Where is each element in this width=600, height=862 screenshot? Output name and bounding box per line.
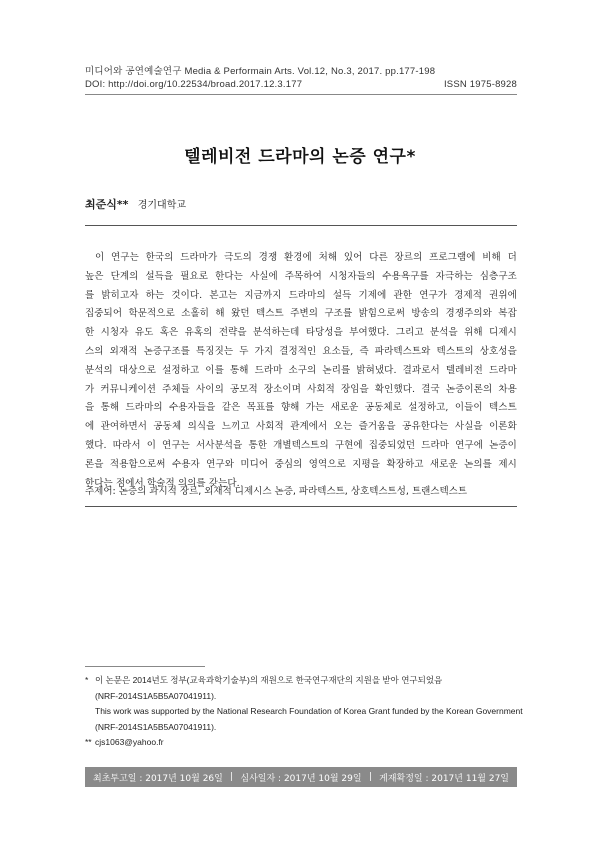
submission-dates-bar <box>85 767 517 787</box>
doi-issn-row <box>85 79 517 90</box>
accepted-date: 게재확정일 : 2017년 11월 27일 <box>379 773 509 784</box>
abstract-line: 가 커뮤니케이션 주체들 사이의 공모적 장소이며 사회적 장임을 확인했다. 결국 논증이론의 차용 <box>85 383 517 395</box>
footnote-divider <box>85 666 205 667</box>
date-separator: | <box>368 772 372 782</box>
abstract-line: 한 시청자 유도 혹은 유혹의 전략을 분석하는데 타당성을 부여했다. 그리고 분석을 위해 디제시 <box>85 327 517 339</box>
abstract-line: 집중되어 학문적으로 소홀히 해 왔던 텍스트 주변의 구조를 밝힘으로써 방송의 경쟁주의와 복잡 <box>85 308 517 320</box>
author-name: 최준식** <box>85 198 129 211</box>
author-affiliation: 경기대학교 <box>137 200 187 211</box>
footnote-mark: * <box>85 675 89 685</box>
header-divider <box>85 94 517 95</box>
abstract-line: 를 밝히고자 하는 것이다. 본고는 지금까지 드라마의 설득 기제에 관한 연구가 경제적 권위에 <box>85 289 517 301</box>
paper-title: 텔레비전 드라마의 논증 연구* <box>184 147 416 167</box>
issn: ISSN 1975-8928 <box>443 79 517 90</box>
author-divider <box>85 225 517 226</box>
footnote-text: 이 논문은 2014년도 정부(교육과학기술부)의 재원으로 한국연구재단의 지원을 받아 연구되었음 <box>95 675 443 685</box>
received-date: 최초투고일 : 2017년 10월 26일 <box>93 773 223 784</box>
journal-header: 미디어와 공연예술연구 Media & Performain Arts. Vol.12, No.3, 2017. pp.177-198 <box>85 66 436 77</box>
footnote-email <box>85 735 525 751</box>
abstract-line: 이 연구는 한국의 드라마가 극도의 경쟁 환경에 처해 있어 다른 장르의 프로그램에 비해 더 <box>95 252 517 263</box>
author-email[interactable]: cjs1063@yahoo.fr <box>95 737 164 747</box>
doi-link[interactable]: DOI: http://doi.org/10.22534/broad.2017.12.3.177 <box>85 79 303 90</box>
footnote-text: (NRF-2014S1A5B5A07041911). <box>95 690 217 701</box>
abstract-line: 을 통해 드라마의 수용자들을 같은 목표를 향해 가는 새로운 공동체로 설정하고, 이들이 텍스트 <box>85 402 517 414</box>
footnotes <box>85 673 525 751</box>
abstract-line: 에 관여하면서 공동체 의식을 느끼고 사회적 관계에서 오는 즐거움을 공유한다는 사실을 이론화 <box>85 421 517 433</box>
footnote-mark: ** <box>85 737 92 747</box>
footnote-text: This work was supported by the National Research Foundation of Korea Grant funded by the Korean Government <box>95 706 523 716</box>
author-line <box>85 196 186 212</box>
abstract <box>85 249 517 493</box>
abstract-line: 했다. 따라서 이 연구는 서사분석을 통한 개별텍스트의 구현에 집중되었던 드라마 연구에 논증이 <box>85 439 517 451</box>
abstract-line: 분석의 대상으로 설정하고 이를 통해 드라마 소구의 논리를 밝혀냈다. 결과로서 텔레비전 드라마 <box>85 364 517 376</box>
abstract-line: 높은 단계의 설득을 필요로 한다는 사실에 주목하여 시청자들의 수용욕구를 자극하는 심층구조 <box>85 270 517 282</box>
date-separator: | <box>230 772 234 782</box>
footnote-text: (NRF-2014S1A5B5A07041911). <box>95 721 217 732</box>
abstract-line: 론을 적용함으로써 수용자 연구와 미디어 중심의 영역으로 지평을 확장하고 새로운 논의를 제시 <box>85 458 517 470</box>
footnote-funding <box>85 673 525 735</box>
keywords-divider <box>85 506 517 507</box>
abstract-line: 스의 외재적 논증구조를 특징짓는 두 가지 결정적인 요소들, 즉 파라텍스트와 텍스트의 상호성을 <box>85 345 517 357</box>
abstract-line: 한다는 점에서 학술적 의의를 갖는다. <box>85 477 240 489</box>
review-date: 심사일자 : 2017년 10월 29일 <box>240 773 362 784</box>
keywords: 주제어: 논증의 과시적 장르, 외재적 디제시스 논증, 파라텍스트, 상호텍스트성, 트랜스텍스트 <box>85 486 468 497</box>
